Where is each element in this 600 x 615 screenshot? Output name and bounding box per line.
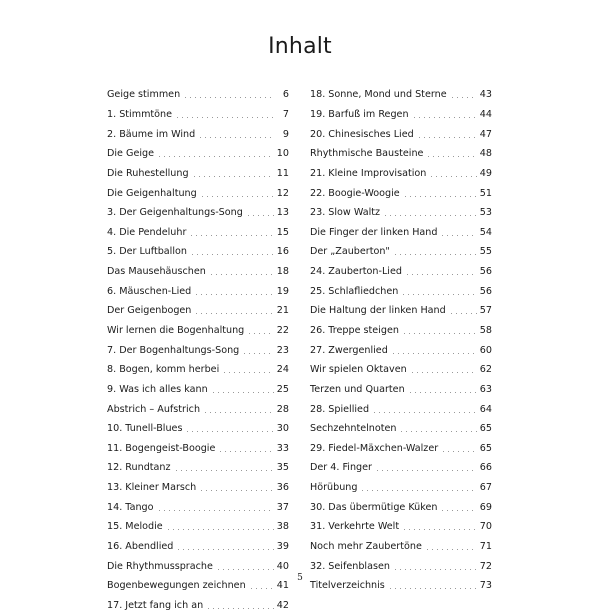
toc-entry	[310, 517, 492, 537]
toc-entry	[107, 596, 289, 615]
toc-entry-title: Abstrich – Aufstrich	[107, 403, 201, 415]
toc-entry-title: 18. Sonne, Mond und Sterne	[310, 89, 447, 101]
dot-leader	[372, 412, 477, 413]
toc-column-right	[310, 85, 492, 596]
toc-entry-page: 16	[276, 246, 289, 258]
dot-leader	[174, 470, 274, 471]
toc-entry-page: 44	[479, 108, 492, 120]
toc-entry-page: 66	[479, 462, 492, 474]
toc-entry-page: 12	[276, 187, 289, 199]
dot-leader	[388, 588, 477, 589]
toc-entry-title: Rhythmische Bausteine	[310, 148, 424, 160]
toc-entry-title: Wir spielen Oktaven	[310, 364, 407, 376]
dot-leader	[200, 196, 274, 197]
toc-entry-page: 22	[276, 325, 289, 336]
toc-column-left	[107, 85, 289, 615]
toc-entry-page: 39	[276, 541, 289, 553]
toc-entry	[107, 144, 289, 164]
dot-leader	[206, 608, 274, 609]
toc-entry	[310, 124, 492, 144]
toc-entry-title: 19. Barfuß im Regen	[310, 108, 409, 120]
dot-leader	[242, 353, 274, 354]
toc-entry-title: 22. Boogie-Woogie	[310, 187, 400, 199]
toc-entry-page: 37	[276, 501, 289, 513]
toc-entry-page: 23	[276, 344, 289, 356]
toc-entry-title: 20. Chinesisches Lied	[310, 128, 414, 140]
toc-entry-page: 65	[479, 423, 492, 435]
toc-entry-page: 62	[479, 364, 492, 376]
toc-entry-title: 5. Der Luftballon	[107, 246, 187, 258]
toc-entry-page: 36	[276, 482, 289, 494]
toc-entry	[107, 458, 289, 478]
toc-entry-title: 12. Rundtanz	[107, 462, 171, 474]
toc-entry-page: 60	[479, 344, 492, 356]
toc-entry	[107, 537, 289, 557]
dot-leader	[211, 392, 274, 393]
dot-leader	[402, 529, 477, 530]
dot-leader	[408, 392, 477, 393]
toc-entry-title: Die Rhythmussprache	[107, 560, 213, 572]
dot-leader	[194, 294, 274, 295]
toc-entry	[107, 203, 289, 223]
toc-entry-page: 70	[479, 521, 492, 533]
toc-entry-page: 24	[276, 364, 289, 376]
toc-entry	[310, 222, 492, 242]
toc-entry-page: 40	[276, 560, 289, 572]
toc-entry	[310, 144, 492, 164]
toc-entry-page: 47	[479, 128, 492, 140]
dot-leader	[157, 156, 274, 157]
toc-entry-title: Wir lernen die Bogenhaltung	[107, 325, 245, 336]
toc-entry	[107, 242, 289, 262]
toc-entry-title: 31. Verkehrte Welt	[310, 521, 400, 533]
toc-entry-title: 3. Der Geigenhaltungs-Song	[107, 207, 243, 219]
toc-entry	[107, 85, 289, 105]
dot-leader	[440, 510, 476, 511]
toc-entry	[310, 262, 492, 282]
toc-entry	[310, 340, 492, 360]
dot-leader	[218, 451, 273, 452]
toc-entry-title: 29. Fiedel-Mäxchen-Walzer	[310, 442, 439, 454]
toc-entry-title: 23. Slow Waltz	[310, 207, 381, 219]
page-number: 5	[297, 573, 303, 583]
toc-entry-page: 48	[479, 148, 492, 160]
dot-leader	[203, 412, 274, 413]
toc-entry-title: Noch mehr Zaubertöne	[310, 541, 422, 553]
dot-leader	[175, 117, 274, 118]
toc-entry	[107, 262, 289, 282]
toc-entry	[310, 105, 492, 125]
toc-entry-page: 56	[479, 285, 492, 297]
dot-leader	[450, 97, 477, 98]
dot-leader	[391, 353, 477, 354]
toc-entry-page: 25	[276, 383, 289, 395]
toc-entry-title: Der „Zauberton"	[310, 246, 390, 258]
toc-entry-title: 2. Bäume im Wind	[107, 128, 196, 140]
toc-entry-title: 14. Tango	[107, 501, 154, 513]
dot-leader	[440, 235, 476, 236]
toc-entry-page: 10	[276, 148, 289, 160]
dot-leader	[190, 254, 274, 255]
dot-leader	[375, 470, 477, 471]
dot-leader	[429, 176, 476, 177]
toc-entry	[107, 105, 289, 125]
dot-leader	[441, 451, 477, 452]
toc-entry-page: 65	[479, 442, 492, 454]
toc-entry-title: Bogenbewegungen zeichnen	[107, 580, 246, 592]
toc-entry-page: 19	[276, 285, 289, 297]
toc-entry	[107, 222, 289, 242]
toc-entry	[107, 419, 289, 439]
toc-entry-title: Die Haltung der linken Hand	[310, 305, 446, 317]
toc-entry-page: 64	[479, 403, 492, 415]
toc-entry-page: 9	[282, 128, 289, 140]
toc-entry-title: Die Ruhestellung	[107, 167, 189, 179]
dot-leader	[216, 569, 274, 570]
toc-entry-title: 28. Spiellied	[310, 403, 370, 415]
toc-entry	[310, 281, 492, 301]
dot-leader	[383, 215, 477, 216]
dot-leader	[199, 490, 274, 491]
toc-entry-page: 58	[479, 325, 492, 336]
toc-entry-title: 7. Der Bogenhaltungs-Song	[107, 344, 240, 356]
toc-entry-page: 13	[276, 207, 289, 219]
toc-entry-title: 6. Mäuschen-Lied	[107, 285, 192, 297]
toc-entry-page: 53	[479, 207, 492, 219]
toc-entry-page: 42	[276, 599, 289, 611]
toc-entry-title: 17. Jetzt fang ich an	[107, 599, 204, 611]
dot-leader	[393, 254, 477, 255]
toc-entry-title: 13. Kleiner Marsch	[107, 482, 197, 494]
toc-entry	[310, 242, 492, 262]
dot-leader	[183, 97, 274, 98]
toc-entry-title: Sechzehntelnoten	[310, 423, 397, 435]
toc-entry-page: 15	[276, 226, 289, 238]
toc-entry-title: 8. Bogen, komm herbei	[107, 364, 220, 376]
toc-entry-title: Hörübung	[310, 482, 358, 494]
dot-leader	[157, 510, 274, 511]
toc-entry	[310, 399, 492, 419]
dot-leader	[425, 549, 477, 550]
toc-entry-page: 55	[479, 246, 492, 258]
toc-entry	[310, 537, 492, 557]
toc-entry-title: 4. Die Pendeluhr	[107, 226, 187, 238]
toc-entry-page: 11	[276, 167, 289, 179]
dot-leader	[189, 235, 273, 236]
toc-entry	[310, 85, 492, 105]
dot-leader	[249, 588, 274, 589]
toc-entry	[107, 478, 289, 498]
toc-entry-page: 30	[276, 423, 289, 435]
toc-entry-title: 16. Abendlied	[107, 541, 174, 553]
toc-entry-title: 30. Das übermütige Küken	[310, 501, 438, 513]
dot-leader	[401, 294, 476, 295]
dot-leader	[198, 137, 274, 138]
toc-entry	[107, 497, 289, 517]
toc-entry-title: Der Geigenbogen	[107, 305, 192, 317]
dot-leader	[194, 313, 273, 314]
toc-entry-page: 18	[276, 266, 289, 278]
dot-leader	[185, 431, 273, 432]
toc-entry-title: Die Geigenhaltung	[107, 187, 197, 199]
toc-entry-title: Der 4. Finger	[310, 462, 372, 474]
dot-leader	[222, 372, 274, 373]
toc-entry	[310, 321, 492, 341]
toc-entry	[310, 183, 492, 203]
toc-entry-page: 67	[479, 482, 492, 494]
toc-entry	[107, 439, 289, 459]
dot-leader	[417, 137, 477, 138]
toc-entry-page: 51	[479, 187, 492, 199]
dot-leader	[405, 274, 477, 275]
toc-entry-title: Die Finger der linken Hand	[310, 226, 438, 238]
dot-leader	[176, 549, 273, 550]
toc-entry	[107, 360, 289, 380]
toc-entry-title: 26. Treppe steigen	[310, 325, 399, 336]
toc-entry-page: 63	[479, 383, 492, 395]
toc-entry-page: 57	[479, 305, 492, 317]
dot-leader	[247, 333, 274, 334]
dot-leader	[410, 372, 477, 373]
toc-entry	[107, 301, 289, 321]
toc-entry	[310, 203, 492, 223]
toc-entry-page: 72	[479, 560, 492, 572]
toc-entry	[310, 419, 492, 439]
toc-entry	[310, 458, 492, 478]
dot-leader	[393, 569, 477, 570]
toc-entry	[107, 281, 289, 301]
toc-entry-page: 6	[282, 89, 289, 101]
toc-entry-title: Titelverzeichnis	[310, 580, 385, 592]
toc-entry	[310, 439, 492, 459]
dot-leader	[209, 274, 274, 275]
toc-entry	[310, 164, 492, 184]
dot-leader	[399, 431, 476, 432]
toc-entry-page: 71	[479, 541, 492, 553]
dot-leader	[403, 196, 477, 197]
toc-entry	[107, 124, 289, 144]
toc-entry-title: 27. Zwergenlied	[310, 344, 388, 356]
toc-entry-title: Die Geige	[107, 148, 154, 160]
toc-entry	[107, 517, 289, 537]
toc-entry-title: 32. Seifenblasen	[310, 560, 390, 572]
toc-entry-title: 9. Was ich alles kann	[107, 383, 208, 395]
toc-entry-page: 49	[479, 167, 492, 179]
dot-leader	[412, 117, 477, 118]
toc-entry	[310, 301, 492, 321]
toc-entry-title: 25. Schlafliedchen	[310, 285, 399, 297]
toc-entry-page: 54	[479, 226, 492, 238]
toc-entry-title: 24. Zauberton-Lied	[310, 266, 402, 278]
toc-entry	[310, 497, 492, 517]
dot-leader	[426, 156, 476, 157]
toc-entry-title: Geige stimmen	[107, 89, 181, 101]
toc-entry-page: 35	[276, 462, 289, 474]
toc-entry-page: 56	[479, 266, 492, 278]
toc-entry-title: 1. Stimmtöne	[107, 108, 173, 120]
toc-entry-title: Terzen und Quarten	[310, 383, 405, 395]
toc-entry-page: 41	[276, 580, 289, 592]
dot-leader	[246, 215, 274, 216]
toc-entry-title: 11. Bogengeist-Boogie	[107, 442, 216, 454]
toc-entry-page: 21	[276, 305, 289, 317]
dot-leader	[449, 313, 477, 314]
toc-entry-page: 43	[479, 89, 492, 101]
dot-leader	[402, 333, 477, 334]
toc-entry	[107, 164, 289, 184]
dot-leader	[166, 529, 274, 530]
toc-entry	[107, 380, 289, 400]
toc-entry-page: 28	[276, 403, 289, 415]
toc-entry-page: 73	[479, 580, 492, 592]
toc-entry	[107, 399, 289, 419]
toc-entry-page: 38	[276, 521, 289, 533]
toc-entry-title: 10. Tunell-Blues	[107, 423, 183, 435]
toc-entry-page: 7	[282, 108, 289, 120]
toc-entry	[107, 340, 289, 360]
toc-entry-title: 21. Kleine Improvisation	[310, 167, 427, 179]
toc-entry	[310, 360, 492, 380]
toc-entry	[107, 321, 289, 341]
dot-leader	[192, 176, 274, 177]
toc-entry-title: Das Mausehäuschen	[107, 266, 206, 278]
toc-entry-page: 33	[276, 442, 289, 454]
toc-entry	[310, 380, 492, 400]
toc-entry	[107, 183, 289, 203]
toc-entry-page: 69	[479, 501, 492, 513]
toc-entry-title: 15. Melodie	[107, 521, 163, 533]
page-title: Inhalt	[268, 34, 332, 59]
dot-leader	[360, 490, 476, 491]
toc-entry	[310, 478, 492, 498]
